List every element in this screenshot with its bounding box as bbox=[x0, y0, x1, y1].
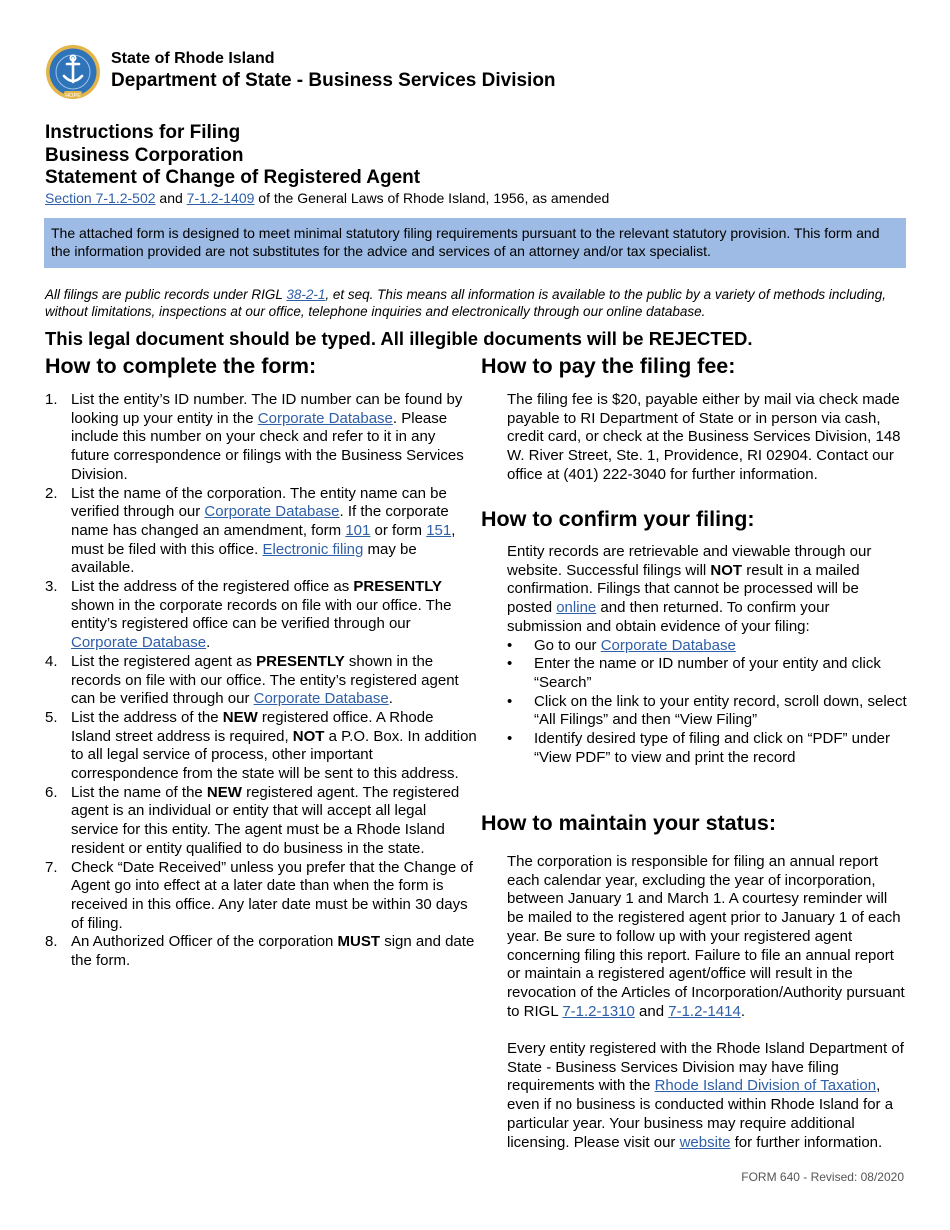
statute-link-502[interactable]: Section 7-1.2-502 bbox=[45, 190, 156, 206]
confirm-bullet-1: • Go to our Corporate Database bbox=[507, 636, 736, 654]
statute-and: and bbox=[155, 190, 187, 206]
step-number: 4. bbox=[45, 652, 58, 670]
step-2 bbox=[45, 485, 477, 579]
legal-warning: This legal document should be typed. All illegible documents will be REJECTED. bbox=[45, 328, 753, 349]
statute-reference bbox=[45, 190, 609, 206]
document-title bbox=[45, 122, 420, 190]
annual-report-text: The corporation is responsible for filing an annual report each calendar year, excluding the year of incorporation, between January 1 and March 1. A courtesy reminder will be mailed to the registered agent prior to January 1 of each year. Be sure to follow up with your registered agent concerning filing this report. Failure to file an annual report or maintain a registered agent/office will result in the revocation of the Articles of Incorporation/Authority pursuant to RIGL 7-1.2-1310 and 7-1.2-1414. bbox=[507, 853, 905, 1020]
step-number: 6. bbox=[45, 783, 58, 801]
confirm-bullet-2: • Enter the name or ID number of your entity and click “Search” bbox=[507, 655, 881, 691]
how-to-confirm-heading: How to confirm your filing: bbox=[481, 507, 755, 531]
rigl-38-2-1-link[interactable]: 38-2-1 bbox=[286, 287, 326, 302]
step-3 bbox=[45, 578, 477, 653]
department-name: Department of State - Business Services Division bbox=[111, 70, 556, 91]
taxation-requirements-text: Every entity registered with the Rhode Island Department of State - Business Services Division may have filing requirements with the Rhode Island Division of Taxation, even if no business is conducted within Rhode Island for a particular year. Your business may require additional licensing. Please visit our website for further information. bbox=[507, 1040, 904, 1151]
rhode-island-seal-logo bbox=[45, 44, 101, 100]
how-to-maintain-heading: How to maintain your status: bbox=[481, 811, 777, 835]
division-of-taxation-link[interactable]: Rhode Island Division of Taxation bbox=[654, 1077, 877, 1095]
step-1 bbox=[45, 391, 477, 485]
electronic-filing-link[interactable]: Electronic filing bbox=[262, 540, 364, 558]
bullet-icon: • bbox=[507, 692, 513, 710]
corporate-database-link[interactable]: Corporate Database bbox=[253, 690, 389, 708]
bullet-icon: • bbox=[507, 730, 513, 748]
step-text: List the entity’s ID number. The ID number can be found by looking up your entity in the Corporate Database. Please include this number on your check and refer to it in any future correspondence or filings with the Business Services Division. bbox=[71, 391, 464, 483]
step-number: 7. bbox=[45, 858, 58, 876]
website-link[interactable]: website bbox=[679, 1133, 731, 1151]
seal-motto: HOPE bbox=[65, 93, 81, 99]
step-text: List the registered agent as PRESENTLY shown in the records on file with our office. The entity’s registered agent can be verified through our Corporate Database. bbox=[71, 652, 459, 708]
step-number: 2. bbox=[45, 484, 58, 502]
bullet-icon: • bbox=[507, 636, 513, 654]
step-6 bbox=[45, 784, 477, 859]
statute-rest: of the General Laws of Rhode Island, 1956, as amended bbox=[254, 190, 610, 206]
rigl-7-1-2-1310-link[interactable]: 7-1.2-1310 bbox=[562, 1002, 635, 1020]
form-151-link[interactable]: 151 bbox=[426, 521, 452, 539]
confirm-bullet-3: • Click on the link to your entity record, scroll down, select “All Filings” and then “View Filing” bbox=[507, 692, 907, 729]
form-revision-footer: FORM 640 - Revised: 08/2020 bbox=[741, 1170, 904, 1184]
filing-fee-text: The filing fee is $20, payable either by mail via check made payable to RI Department of State or in person via cash, credit card, or check at the Business Services Division, 148 W. River Street, Ste. 1, Providence, RI 02904. Contact our office at (401) 222-3040 for further information. bbox=[507, 391, 901, 483]
statute-link-1409[interactable]: 7-1.2-1409 bbox=[186, 190, 255, 206]
step-text: List the address of the NEW registered office. A Rhode Island street address is required, NOT a P.O. Box. In addition to all legal service of process, other important correspondence from the state will be sent to this address. bbox=[71, 708, 477, 783]
public-records-post: , et seq. This means all information is available to the public by a variety of methods including, without limitations, inspections at our office, telephone inquiries and electronically through our online database. bbox=[45, 287, 886, 319]
corporate-database-link[interactable]: Corporate Database bbox=[71, 634, 207, 652]
step-5 bbox=[45, 709, 477, 784]
step-4 bbox=[45, 653, 477, 709]
corporate-database-link[interactable]: Corporate Database bbox=[204, 503, 340, 521]
step-number: 3. bbox=[45, 578, 58, 596]
step-8 bbox=[45, 933, 477, 970]
step-number: 1. bbox=[45, 391, 58, 408]
state-name: State of Rhode Island bbox=[111, 50, 275, 67]
title-line-2: Business Corporation bbox=[45, 144, 244, 166]
step-text: List the name of the NEW registered agent. The registered agent is an individual or entity that will accept all legal service for this entity. The agent must be a Rhode Island resident or entity qualified to do business in the state. bbox=[71, 783, 460, 857]
step-number: 5. bbox=[45, 708, 58, 726]
title-line-3: Statement of Change of Registered Agent bbox=[45, 167, 421, 188]
how-to-pay-heading: How to pay the filing fee: bbox=[481, 354, 736, 378]
disclaimer-notice: The attached form is designed to meet minimal statutory filing requirements pursuant to the relevant statutory provision. This form and the information provided are not substitutes for the advice and services of an attorney and/or tax specialist. bbox=[44, 218, 906, 268]
public-records-pre: All filings are public records under RIGL bbox=[45, 287, 287, 302]
public-records-notice bbox=[45, 286, 895, 320]
confirm-section bbox=[507, 543, 907, 767]
step-text: List the name of the corporation. The entity name can be verified through our Corporate Database. If the corporate name has changed an amendment, form 101 or form 151, must be filed with this office. Electronic filing may be available. bbox=[71, 484, 456, 577]
form-101-link[interactable]: 101 bbox=[345, 521, 371, 539]
step-text: List the address of the registered office as PRESENTLY shown in the corporate records on file with our office. The entity’s registered office can be verified through our Corporate Database. bbox=[71, 578, 452, 652]
instruction-steps bbox=[45, 391, 477, 971]
step-number: 8. bbox=[45, 933, 58, 951]
title-line-1: Instructions for Filing bbox=[45, 122, 241, 143]
bullet-icon: • bbox=[507, 655, 513, 673]
step-text: An Authorized Officer of the corporation MUST sign and date the form. bbox=[71, 933, 475, 970]
confirm-bullet-4: • Identify desired type of filing and click on “PDF” under “View PDF” to view and print the record bbox=[507, 730, 891, 766]
step-7 bbox=[45, 859, 477, 934]
online-link[interactable]: online bbox=[556, 599, 597, 617]
corporate-database-link[interactable]: Corporate Database bbox=[600, 636, 736, 654]
corporate-database-link[interactable]: Corporate Database bbox=[257, 409, 393, 427]
how-to-complete-heading: How to complete the form: bbox=[45, 354, 317, 378]
step-text: Check “Date Received” unless you prefer that the Change of Agent go into effect at a later date than when the form is received in this office. Any later date must be within 30 days of filing. bbox=[71, 858, 473, 932]
rigl-7-1-2-1414-link[interactable]: 7-1.2-1414 bbox=[668, 1002, 741, 1020]
confirm-intro: Entity records are retrievable and viewable through our website. Successful filings will NOT result in a mailed confirmation. Filings that cannot be processed will be posted online and then returned. To confirm your submission and obtain evidence of your filing: bbox=[507, 543, 872, 635]
